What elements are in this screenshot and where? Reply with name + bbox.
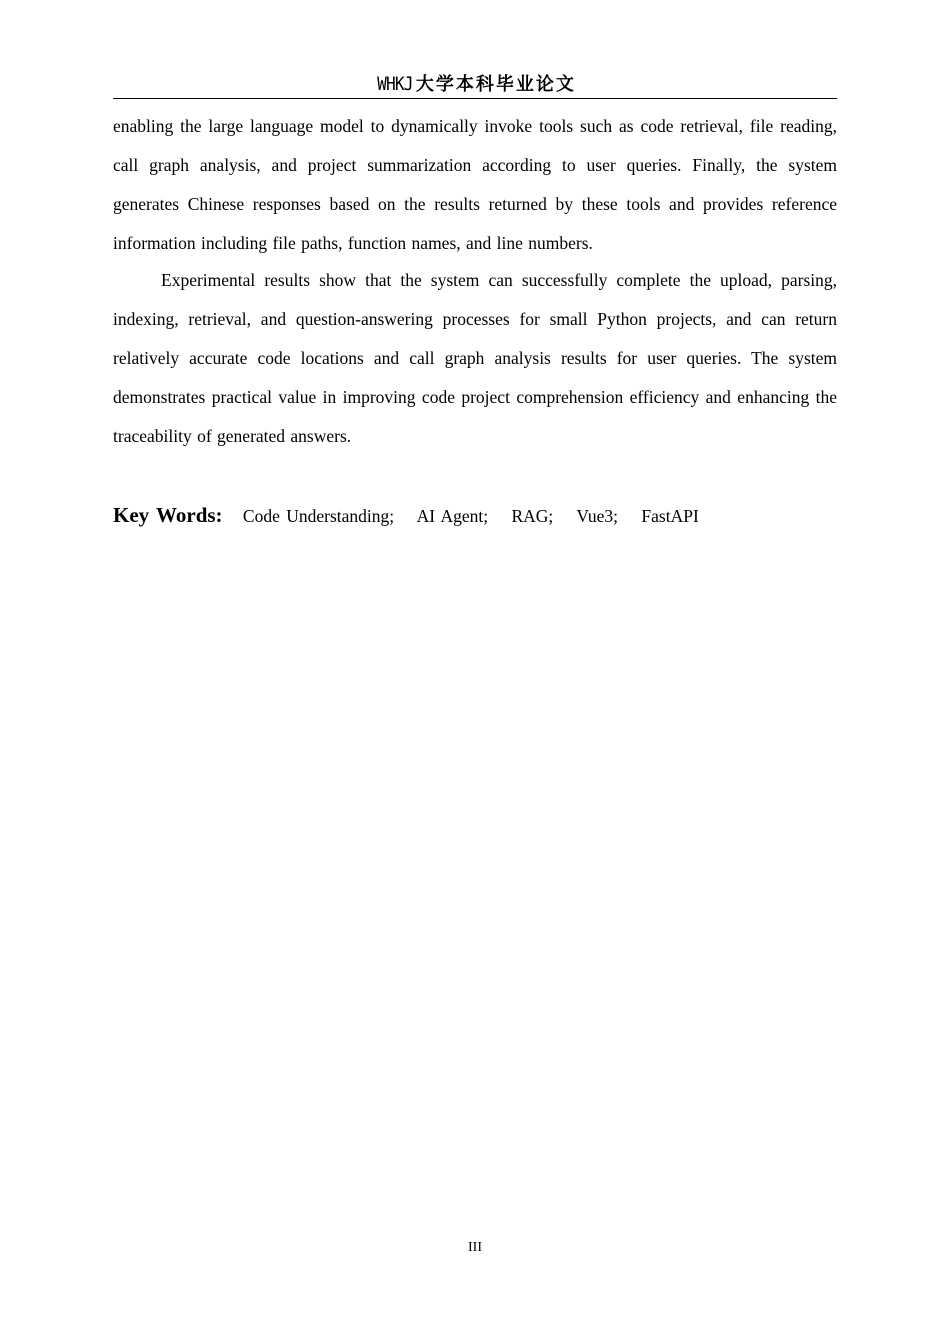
- keywords-line: [113, 496, 837, 535]
- running-header: [113, 70, 837, 99]
- keyword-item: AI Agent;: [416, 506, 489, 526]
- header-rule: [113, 98, 837, 99]
- header-title: 大学本科毕业论文: [415, 74, 576, 95]
- keyword-item: RAG;: [511, 506, 554, 526]
- header-institution-code: WHKJ: [377, 73, 413, 95]
- keyword-item: FastAPI: [641, 506, 699, 526]
- keyword-item: Code Understanding;: [242, 506, 395, 526]
- abstract-paragraph-2: Experimental results show that the system can successfully complete the upload, parsing, indexing, retrieval, and question-answering processes for small Python projects, and can return relatively accurate code locations and call graph analysis results for user queries. The system demonstrates practical value in improving code project comprehension efficiency and enhancing the traceability of generated answers.: [113, 270, 837, 446]
- abstract-body: [113, 107, 837, 456]
- page-number: III: [468, 1240, 482, 1255]
- keyword-item: Vue3;: [576, 506, 619, 526]
- keywords-label: Key Words:: [113, 503, 223, 527]
- abstract-paragraph-1: enabling the large language model to dynamically invoke tools such as code retrieval, file reading, call graph analysis, and project summarization according to user queries. Finally, the system generates Chinese responses based on the results returned by these tools and provides reference information including file paths, function names, and line numbers.: [113, 116, 837, 253]
